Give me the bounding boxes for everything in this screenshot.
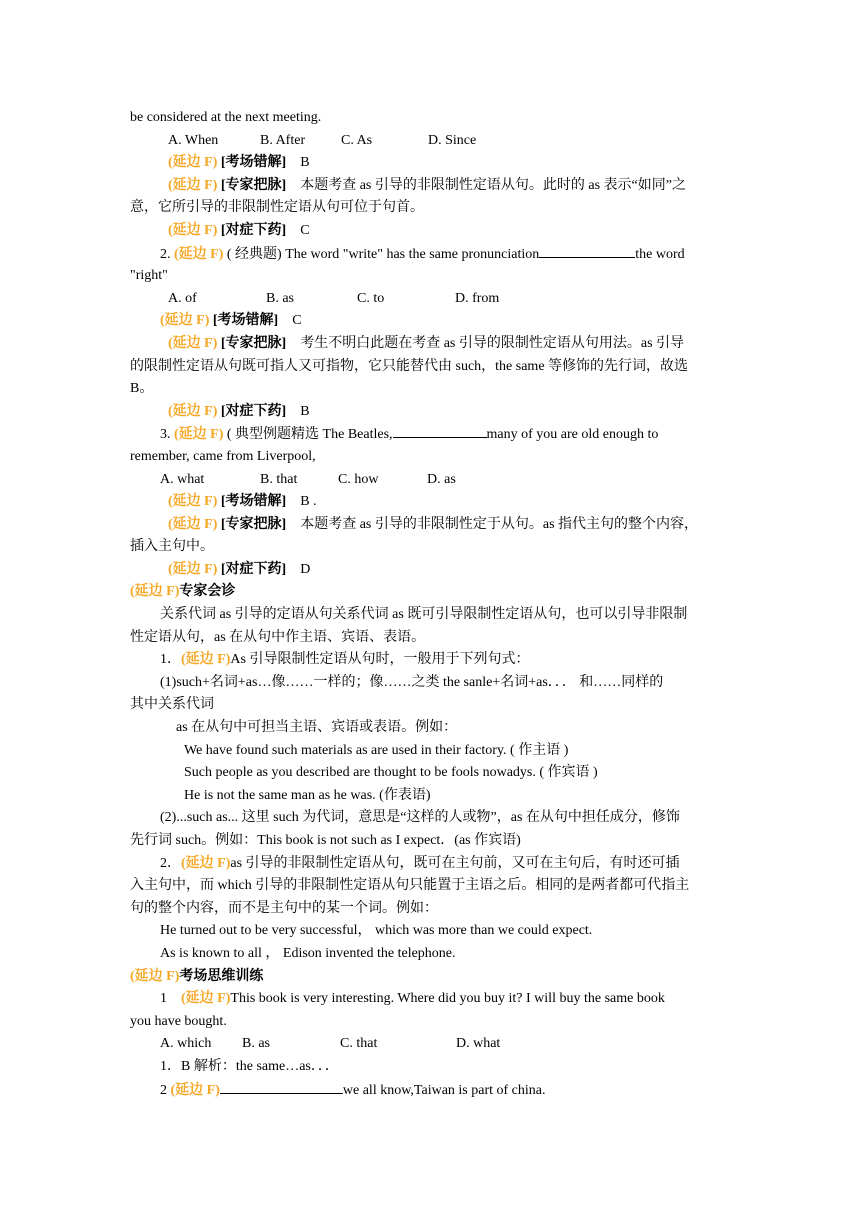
text-line: 句的整个内容，而不是主句中的某一个词。例如： (130, 900, 438, 916)
source-tag: (延边 F) (168, 403, 218, 419)
text-line: 意，它所引导的非限制性定语从句可位于句首。 (130, 200, 424, 216)
answer-line (130, 401, 731, 424)
source-tag: (延边 F) (168, 155, 218, 171)
section-heading (130, 966, 731, 989)
label: [考场错解] (220, 155, 287, 171)
source-tag: (延边 F) (174, 246, 224, 262)
text-line: B。 (130, 381, 154, 397)
source-tag: (延边 F) (168, 494, 218, 510)
label: [专家把脉] (220, 335, 287, 351)
source-tag: (延边 F) (168, 177, 218, 193)
source-tag: (延边 F) (130, 968, 180, 984)
source-tag: (延边 F) (181, 652, 231, 668)
text-line: as 在从句中可担当主语、宾语或表语。例如： (176, 720, 458, 736)
text-line: (1)such+名词+as…像……一样的；像……之类 the sanle+名词+as．．． 和……同样的 (160, 674, 664, 690)
text: 本题考查 as 引导的非限制性定语从句。此时的 as 表示“如同”之 (300, 177, 686, 193)
source-tag: (延边 F) (181, 855, 231, 871)
error-line (130, 491, 731, 514)
section-heading (130, 581, 731, 604)
example-line: He turned out to be very successful， which was more than we could expect. (160, 923, 593, 939)
question-number: 2. (160, 246, 171, 262)
options-line (130, 469, 731, 492)
source-tag: (延边 F) (170, 1082, 220, 1098)
answer-line (130, 559, 731, 582)
question-line: 3. (延边 F) ( 典型例题精选 The Beatles, many of you are old enough to (130, 423, 731, 446)
text-line: 插入主句中。 (130, 539, 214, 555)
options-line (130, 1033, 731, 1056)
text-line: 性定语从句，as 在从句中作主语、宾语、表语。 (130, 629, 426, 645)
section-title: 考场思维训练 (179, 968, 264, 984)
options-line (130, 288, 731, 311)
question-number: 1 (160, 991, 167, 1007)
label: [对症下药] (220, 561, 287, 577)
option-d: D. from (455, 290, 500, 306)
option-a: A. When (168, 132, 219, 148)
label: [对症下药] (220, 403, 287, 419)
error-line (130, 152, 731, 175)
text-line: 其中关系代词 (130, 697, 214, 713)
source-tag: (延边 F) (168, 222, 218, 238)
example-line: He is not the same man as he was. (作表语) (184, 787, 431, 803)
option-b: B. that (260, 471, 298, 487)
text-line: 1．(延边 F)As 引导限制性定语从句时，一般用于下列句式： (160, 652, 530, 668)
answer-line (130, 220, 731, 243)
source-tag: (延边 F) (168, 516, 218, 532)
label: [专家把脉] (220, 177, 287, 193)
text-line: (2)...such as... 这里 such 为代词，意思是“这样的人或物”，as 在从句中担任成分，修饰 (160, 810, 680, 826)
label: [对症下药] (220, 222, 287, 238)
value: B (300, 403, 310, 419)
option-d: D. as (427, 471, 456, 487)
value: C (300, 222, 310, 238)
text-line: 关系代词 as 引导的定语从句关系代词 as 既可引导限制性定语从句，也可以引导非限制 (160, 607, 688, 623)
option-a: A. of (168, 290, 197, 306)
question-number: 3. (160, 427, 171, 443)
option-c: C. that (340, 1036, 378, 1052)
option-b: B. After (260, 132, 306, 148)
answer-blank (393, 423, 487, 438)
option-b: B. as (266, 290, 294, 306)
option-d: D. what (456, 1036, 501, 1052)
value: B (300, 155, 310, 171)
error-line (130, 310, 731, 333)
option-b: B. as (242, 1036, 270, 1052)
text-line: be considered at the next meeting. (130, 110, 322, 125)
option-a: A. which (160, 1036, 212, 1052)
text: 考生不明白此题在考查 as 引导的限制性定语从句用法。as 引导 (300, 335, 685, 351)
option-a: A. what (160, 471, 205, 487)
text-line: 先行词 such。例如：This book is not such as I expect．(as 作宾语) (130, 833, 521, 848)
text-line: remember, came from Liverpool, (130, 448, 316, 464)
document-body (130, 107, 731, 1101)
option-c: C. to (357, 290, 385, 306)
analysis-line (130, 514, 731, 537)
text-line: 2．(延边 F)as 引导的非限制性定语从句，既可在主句前，又可在主句后，有时还可插 (160, 855, 680, 871)
example-line: Such people as you described are thought to be fools nowadys. ( 作宾语 ) (184, 765, 598, 781)
question-line: 2. (延边 F) ( 经典题) The word "write" has the same pronunciation the word (130, 243, 731, 266)
source-tag: (延边 F) (181, 991, 231, 1007)
text-line: you have bought. (130, 1013, 227, 1029)
label: [专家把脉] (220, 516, 287, 532)
analysis-line (130, 175, 731, 198)
source-tag: (延边 F) (168, 561, 218, 577)
question-line: 1 (延边 F)This book is very interesting. Where did you buy it? I will buy the same book (160, 991, 665, 1007)
value: C (292, 313, 302, 329)
value: D (300, 561, 311, 577)
label: [考场错解] (212, 313, 279, 329)
solution-line: 1．B 解析：the same…as．．． (160, 1058, 339, 1074)
source-tag: (延边 F) (160, 313, 210, 329)
text-line: 入主句中，而 which 引导的非限制性定语从句只能置于主语之后。相同的是两者都可代指主 (130, 878, 690, 894)
answer-blank (220, 1079, 343, 1094)
question-line: 2 (延边 F) we all know,Taiwan is part of china. (130, 1079, 731, 1102)
analysis-line (130, 333, 731, 356)
question-number: 2 (160, 1082, 167, 1098)
source-tag: (延边 F) (174, 427, 224, 443)
source-tag: (延边 F) (168, 335, 218, 351)
section-title: 专家会诊 (179, 584, 236, 600)
option-c: C. As (341, 132, 373, 148)
option-d: D. Since (428, 132, 477, 148)
source-tag: (延边 F) (130, 584, 180, 600)
example-line: As is known to all ， Edison invented the telephone. (160, 945, 456, 961)
label: [考场错解] (220, 494, 287, 510)
text-line: "right" (130, 268, 168, 284)
options-line (130, 130, 731, 153)
value: B . (300, 494, 317, 510)
option-c: C. how (338, 471, 379, 487)
answer-blank (539, 243, 635, 258)
text: 本题考查 as 引导的非限制性定于从句。as 指代主句的整个内容， (300, 516, 699, 532)
example-line: We have found such materials as are used in their factory. ( 作主语 ) (184, 742, 569, 758)
text-line: 的限制性定语从句既可指人又可指物，它只能替代由 such，the same 等修饰的先行词，故选 (130, 358, 689, 374)
